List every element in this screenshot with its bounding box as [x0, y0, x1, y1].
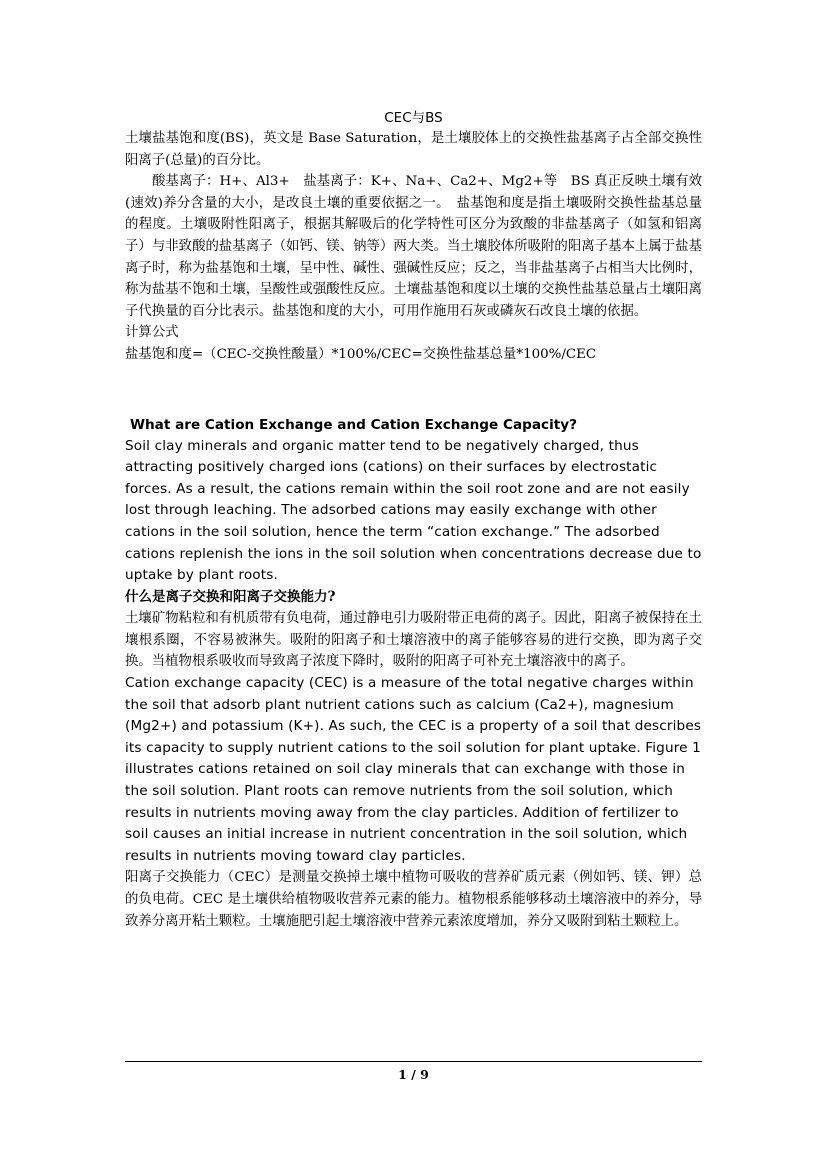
bs-detail-paragraph: 酸基离子：H+、Al3+ 盐基离子：K+、Na+、Ca2+、Mg2+等 BS 真正反映土壤有效(速效)养分含量的大小，是改良土壤的重要依据之一。 盐基饱和度是指土壤吸附交换性盐基总量的程度。土壤吸附性阳离子，根据其解吸后的化学特性可区分为致酸的非盐基离子（如氢和铝离子）与非致酸的盐基离子（如钙、镁、钠等）两大类。当土壤胶体所吸附的阳离子基本上属于盐基离子时，称为盐基饱和土壤，呈中性、碱性、强碱性反应；反之，当非盐基离子占相当大比例时，称为盐基不饱和土壤，呈酸性或强酸性反应。土壤盐基饱和度以土壤的交换性盐基总量占土壤阳离子代换量的百分比表示。盐基饱和度的大小，可用作施用石灰或磷灰石改良土壤的依据。: [125, 174, 702, 319]
cation-exchange-paragraph-en: Soil clay minerals and organic matter tend to be negatively charged, thus attracting positively charged ions (cations) on their surfaces by electrostatic forces. As a result, the cations remain within the soil root zone and are not easily lost through leaching. The adsorbed cations may easily exchange with other cations in the soil solution, hence the term “cation exchange.” The adsorbed cations replenish the ions in the soil solution when concentrations decrease due to uptake by plant roots.: [125, 437, 702, 584]
formula-label: 计算公式: [125, 325, 179, 341]
document-body: [125, 108, 702, 932]
page-number: 1 / 9: [398, 1067, 429, 1082]
cation-exchange-heading-cn: 什么是离子交换和阳离子交换能力?: [125, 588, 336, 605]
document-title: CEC与BS: [384, 110, 443, 126]
formula-text: 盐基饱和度=（CEC-交换性酸量）*100%/CEC=交换性盐基总量*100%/CEC: [125, 346, 597, 362]
section-spacer: [125, 366, 702, 414]
cec-paragraph-cn: 阳离子交换能力（CEC）是测量交换掉土壤中植物可吸收的营养矿质元素（例如钙、镁、钾）总的负电荷。CEC 是土壤供给植物吸收营养元素的能力。植物根系能够移动土壤溶液中的养分，导致养分离开粘土颗粒。土壤施肥引起土壤溶液中营养元素浓度增加，养分又吸附到粘土颗粒上。: [125, 870, 702, 929]
bs-definition-paragraph: 土壤盐基饱和度(BS)，英文是 Base Saturation，是土壤胶体上的交换性盐基离子占全部交换性阳离子(总量)的百分比。: [125, 131, 702, 168]
footer-rule: [125, 1061, 702, 1062]
cation-exchange-heading-en: What are Cation Exchange and Cation Exchange Capacity?: [130, 416, 577, 433]
cec-paragraph-en: Cation exchange capacity (CEC) is a measure of the total negative charges within the soil that adsorb plant nutrient cations such as calcium (Ca2+), magnesium (Mg2+) and potassium (K+). As such, the CEC is a property of a soil that describes its capacity to supply nutrient cations to the soil solution for plant uptake. Figure 1 illustrates cations retained on soil clay minerals that can exchange with those in the soil solution. Plant roots can remove nutrients from the soil solution, which results in nutrients moving away from the clay particles. Addition of fertilizer to soil causes an initial increase in nutrient concentration in the soil solution, which results in nutrients moving toward clay particles.: [125, 675, 702, 864]
cation-exchange-paragraph-cn: 土壤矿物粘粒和有机质带有负电荷，通过静电引力吸附带正电荷的离子。因此，阳离子被保持在土壤根系圈，不容易被淋失。吸附的阳离子和土壤溶液中的离子能够容易的进行交换，即为离子交换。当植物根系吸收而导致离子浓度下降时，吸附的阳离子可补充土壤溶液中的离子。: [125, 611, 702, 670]
